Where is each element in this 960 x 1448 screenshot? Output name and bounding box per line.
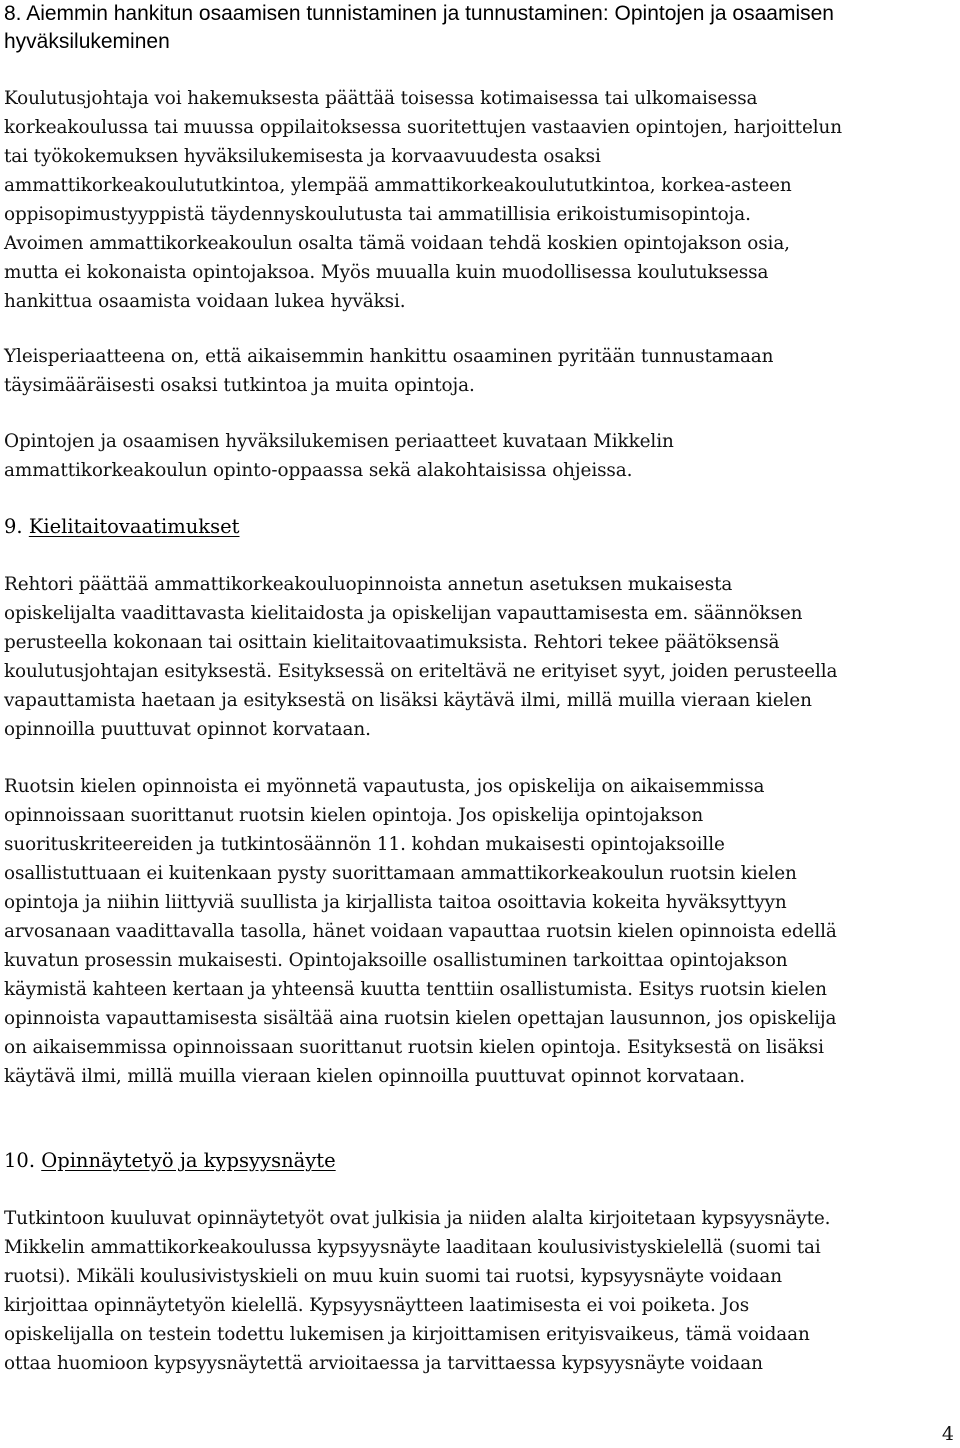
- text-line: oppisopimustyyppistä täydennyskoulutusta tai ammatillisia erikoistumisopintoja.: [4, 204, 751, 225]
- text-line: opintoja ja niihin liittyviä suullista ja kirjallista taitoa osoittavia kokeita hyväksyttyyn: [4, 892, 787, 913]
- text-line: suorituskriteereiden ja tutkintosäännön 11. kohdan mukaisesti opintojaksoille: [4, 834, 725, 855]
- text-line: Yleisperiaatteena on, että aikaisemmin hankittu osaaminen pyritään tunnustamaan: [4, 346, 774, 367]
- text-line: ammattikorkeakoulututkintoa, ylempää ammattikorkeakoulututkintoa, korkea-asteen: [4, 175, 792, 196]
- text-line: opiskelijalla on testein todettu lukemisen ja kirjoittamisen erityisvaikeus, tämä voidaan: [4, 1324, 810, 1345]
- text-line: Ruotsin kielen opinnoista ei myönnetä vapautusta, jos opiskelija on aikaisemmissa: [4, 776, 765, 797]
- text-line: opinnoissaan suorittanut ruotsin kielen opintoja. Jos opiskelija opintojakson: [4, 805, 704, 826]
- section-8-paragraph-1: [4, 84, 956, 316]
- text-line: korkeakoulussa tai muussa oppilaitoksessa suoritettujen vastaavien opintojen, harjoittelun: [4, 117, 843, 138]
- text-line: Opintojen ja osaamisen hyväksilukemisen periaatteet kuvataan Mikkelin: [4, 431, 674, 452]
- text-line: täysimääräisesti osaksi tutkintoa ja muita opintoja.: [4, 375, 475, 396]
- section-9-paragraph-2: [4, 772, 956, 1091]
- section-9-paragraph-1: [4, 570, 956, 744]
- text-line: Koulutusjohtaja voi hakemuksesta päättää toisessa kotimaisessa tai ulkomaisessa: [4, 88, 758, 109]
- text-line: osallistuttuaan ei kuitenkaan pysty suorittamaan ammattikorkeakoulun ruotsin kielen: [4, 863, 797, 884]
- section-10-paragraph-1: [4, 1204, 956, 1378]
- text-line: tai työkokemuksen hyväksilukemisesta ja korvaavuudesta osaksi: [4, 146, 601, 167]
- text-line: perusteella kokonaan tai osittain kielitaitovaatimuksista. Rehtori tekee päätöksensä: [4, 632, 780, 653]
- text-line: ruotsi). Mikäli koulusivistyskieli on muu kuin suomi tai ruotsi, kypsyysnäyte voidaan: [4, 1266, 782, 1287]
- section-10-heading: [4, 1147, 336, 1175]
- text-line: Avoimen ammattikorkeakoulun osalta tämä voidaan tehdä koskien opintojakson osia,: [4, 233, 790, 254]
- text-line: kirjoittaa opinnäytetyön kielellä. Kypsyysnäytteen laatimisesta ei voi poiketa. Jos: [4, 1295, 750, 1316]
- text-line: arvosanaan vaadittavalla tasolla, hänet voidaan vapauttaa ruotsin kielen opinnoista edellä: [4, 921, 837, 942]
- section-8-paragraph-3: [4, 427, 956, 485]
- section-number: 10.: [4, 1149, 36, 1172]
- section-title: Opinnäytetyö ja kypsyysnäyte: [41, 1149, 336, 1172]
- text-line: käytävä ilmi, millä muilla vieraan kielen opinnoilla puuttuvat opinnot korvataan.: [4, 1066, 746, 1087]
- text-line: on aikaisemmissa opinnoissaan suorittanut ruotsin kielen opintoja. Esityksestä on lisäksi: [4, 1037, 824, 1058]
- heading-line: hyväksilukeminen: [4, 30, 170, 53]
- text-line: opinnoista vapauttamisesta sisältää aina ruotsin kielen opettajan lausunnon, jos opiskelija: [4, 1008, 837, 1029]
- text-line: mutta ei kokonaista opintojaksoa. Myös muualla kuin muodollisessa koulutuksessa: [4, 262, 769, 283]
- text-line: opinnoilla puuttuvat opinnot korvataan.: [4, 719, 371, 740]
- text-line: Mikkelin ammattikorkeakoulussa kypsyysnäyte laaditaan koulusivistyskielellä (suomi tai: [4, 1237, 821, 1258]
- text-line: Tutkintoon kuuluvat opinnäytetyöt ovat julkisia ja niiden alalta kirjoitetaan kypsyysnäyte.: [4, 1208, 831, 1229]
- text-line: ottaa huomioon kypsyysnäytettä arvioitaessa ja tarvittaessa kypsyysnäyte voidaan: [4, 1353, 763, 1374]
- text-line: Rehtori päättää ammattikorkeakouluopinnoista annetun asetuksen mukaisesta: [4, 574, 733, 595]
- heading-line: 8. Aiemmin hankitun osaamisen tunnistaminen ja tunnustaminen: Opintojen ja osaamisen: [4, 2, 834, 25]
- text-line: opiskelijalta vaadittavasta kielitaidosta ja opiskelijan vapauttamisesta em. säännöksen: [4, 603, 803, 624]
- page-number: 4: [941, 1423, 954, 1445]
- text-line: käymistä kahteen kertaan ja yhteensä kuutta tenttiin osallistumista. Esitys ruotsin kielen: [4, 979, 827, 1000]
- text-line: koulutusjohtajan esityksestä. Esityksessä on eriteltävä ne erityiset syyt, joiden perusteella: [4, 661, 838, 682]
- section-8-heading: [4, 0, 834, 56]
- section-9-heading: [4, 513, 240, 541]
- section-number: 9.: [4, 515, 23, 538]
- text-line: vapauttamista haetaan ja esityksestä on lisäksi käytävä ilmi, millä muilla vieraan kielen: [4, 690, 812, 711]
- section-title: Kielitaitovaatimukset: [28, 515, 240, 538]
- text-line: ammattikorkeakoulun opinto-oppaassa sekä alakohtaisissa ohjeissa.: [4, 460, 633, 481]
- text-line: hankittua osaamista voidaan lukea hyväksi.: [4, 291, 406, 312]
- section-8-paragraph-2: [4, 342, 956, 400]
- text-line: kuvatun prosessin mukaisesti. Opintojaksoille osallistuminen tarkoittaa opintojakson: [4, 950, 788, 971]
